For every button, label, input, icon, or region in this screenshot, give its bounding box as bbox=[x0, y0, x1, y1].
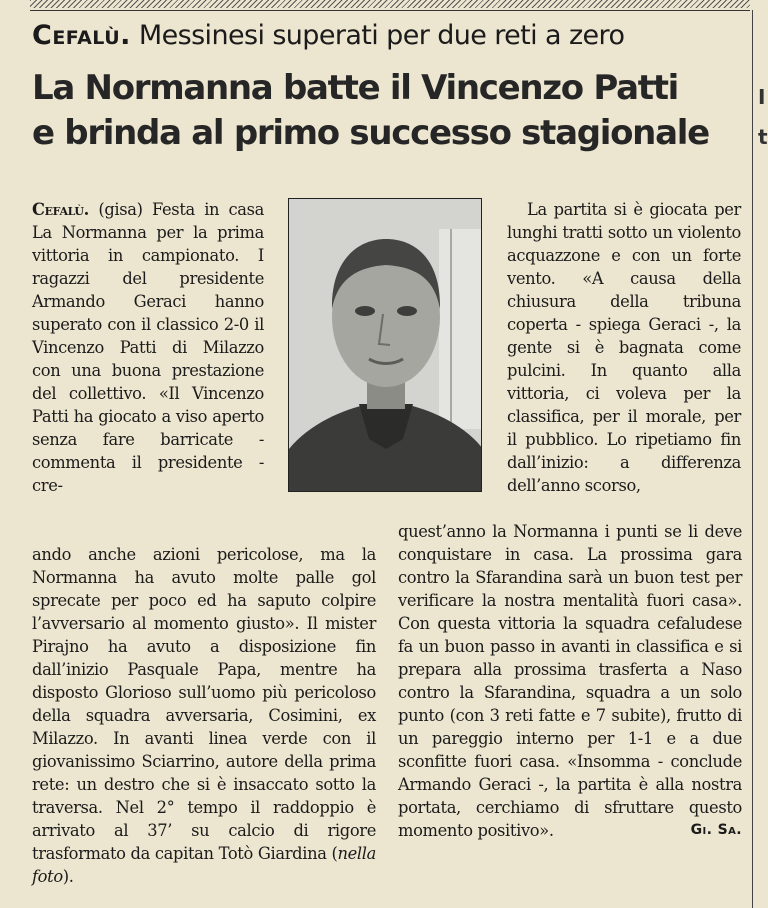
headline-line-2: e brinda al primo successo stagionale bbox=[32, 113, 709, 153]
player-photo bbox=[288, 198, 482, 492]
article-wide-left-text: ando anche azioni pericolose, ma la Normanna ha avuto molte palle gol sprecate per poco ed ha saputo colpire l’avversario al momento giusto». Il mister Pirajno ha avuto a disposizione fin dall’inizio Pasquale Papa, mentre ha disposto Glorioso sull’uomo più pericoloso della squadra avversaria, Cosimini, ex Milazzo. In avanti linea verde con il giovanissimo Sciarrino, autore della prima rete: un destro che si è insaccato sotto la traversa. Nel 2° tempo il raddoppio è arrivato al 37’ su calcio di rigore trasformato da capitan Totò Giardina ( bbox=[32, 545, 376, 863]
article-column-2-text: La partita si è giocata per lunghi tratti sotto un violento acquazzone e con un forte vento. «A causa della chiusura della tribuna coperta - spiega Geraci -, la gente si è bagnata come pulcini. In quanto alla vittoria, ci voleva per la classifica, per il morale, per il pubblico. Lo ripetiamo fin dall’inizio: a differenza dell’anno scorso, bbox=[507, 200, 741, 495]
headline bbox=[32, 66, 747, 156]
top-rule bbox=[30, 10, 750, 11]
article-lead-place: Cefalù. bbox=[32, 200, 89, 219]
header-hatch-band bbox=[30, 0, 750, 8]
article-wide-left bbox=[32, 543, 376, 888]
article-wide-right bbox=[398, 520, 742, 842]
kicker bbox=[32, 16, 747, 56]
player-photo-illustration bbox=[289, 199, 482, 492]
article-column-1 bbox=[32, 198, 264, 497]
kicker-place: Cefalù. bbox=[32, 20, 131, 51]
article-wide-right-text: quest’anno la Normanna i punti se li deve conquistare in casa. La prossima gara contro la Sfarandina sarà un buon test per verificare la nostra mentalità fuori casa». Con questa vittoria la squadra cefaludese fa un buon passo in avanti in classifica e si prepara alla prossima trasferta a Naso contro la Sfarandina, squadra a un solo punto (con 3 reti fatte e 7 subite), frutto di un pareggio interno per 1-1 e a due sconfitte fuori casa. «Insomma - conclude Armando Geraci -, la partita è alla nostra portata, cerchiamo di sfruttare questo momento positivo». bbox=[398, 522, 742, 840]
author-signature: Gi. Sa. bbox=[690, 822, 742, 838]
kicker-text: Messinesi superati per due reti a zero bbox=[138, 20, 625, 51]
headline-line-1: La Normanna batte il Vincenzo Patti bbox=[32, 68, 679, 108]
column-divider bbox=[752, 10, 753, 908]
article-wide-left-end: ). bbox=[62, 867, 74, 886]
adjacent-article-edge: I t bbox=[758, 85, 768, 149]
article-column-2 bbox=[507, 198, 741, 497]
article-column-1-text: (gisa) Festa in casa La Normanna per la prima vittoria in campionato. I ragazzi del presidente Armando Geraci hanno superato con il classico 2-0 il Vincenzo Patti di Milazzo con una buona prestazione del collettivo. «Il Vincenzo Patti ha giocato a viso aperto senza fare barricate - commenta il presidente - cre- bbox=[32, 200, 265, 495]
photo-caption-reference: nella foto bbox=[32, 844, 376, 886]
